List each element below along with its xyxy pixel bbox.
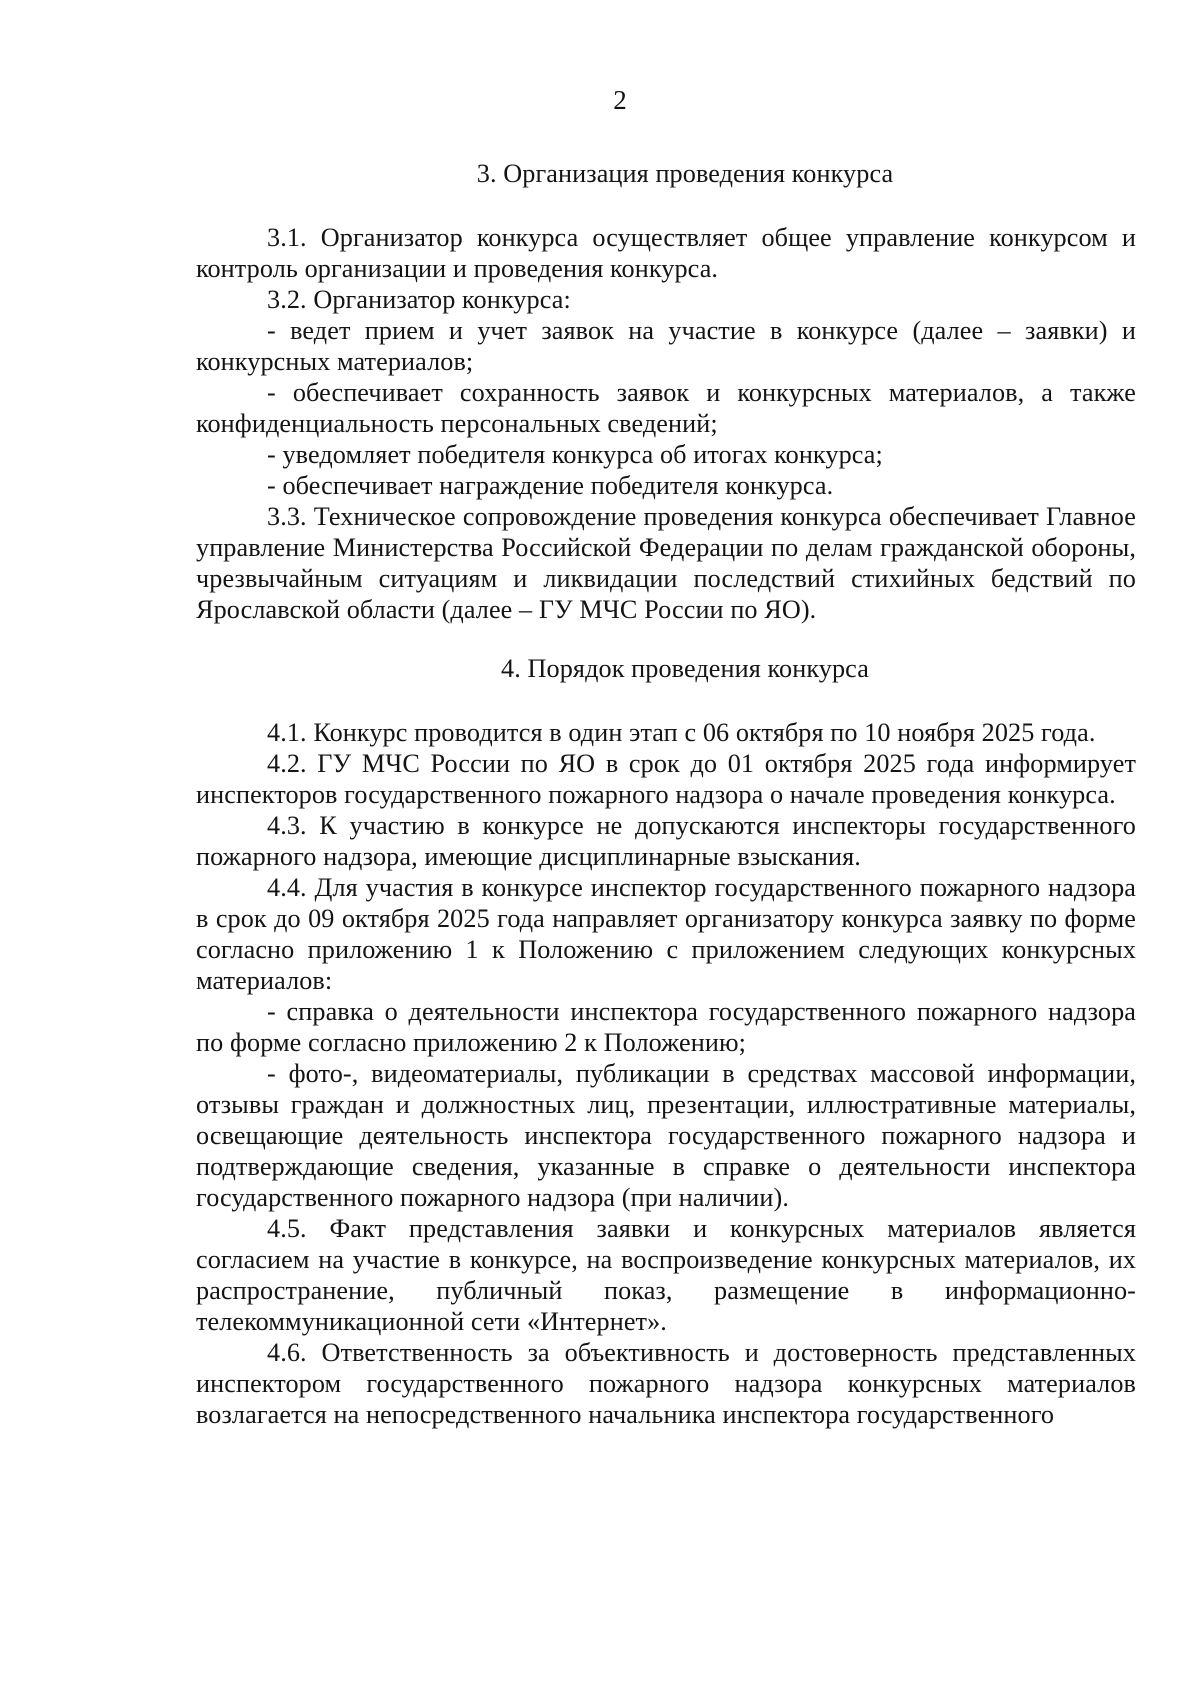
paragraph-4-5: 4.5. Факт представления заявки и конкурсных материалов является согласием на участие в конкурсе, на воспроизведение конкурсных материалов, их распространение, публичный показ, размещение в информационно-телекоммуникационной сети «Интернет». [196,1214,1136,1336]
paragraph-4-1: 4.1. Конкурс проводится в один этап с 06 октября по 10 ноября 2025 года. [267,718,1096,747]
paragraph-3-2: 3.2. Организатор конкурса: [267,285,571,314]
paragraph-3-1: 3.1. Организатор конкурса осуществляет общее управление конкурсом и контроль организации и проведения конкурса. [196,223,1136,283]
section-4-title: 4. Порядок проведения конкурса [501,654,869,683]
list-item-reference: - справка о деятельности инспектора государственного пожарного надзора по форме согласно приложению 2 к Положению; [196,997,1136,1057]
paragraph-4-2: 4.2. ГУ МЧС России по ЯО в срок до 01 октября 2025 года информирует инспекторов государственного пожарного надзора о начале проведения конкурса. [196,749,1136,809]
paragraph-4-4: 4.4. Для участия в конкурсе инспектор государственного пожарного надзора в срок до 09 октября 2025 года направляет организатору конкурса заявку по форме согласно приложению 1 к Положению с приложением следующих конкурсных материалов: [196,873,1136,995]
document-body [196,158,1136,1430]
list-item-notify-winner: - уведомляет победителя конкурса об итогах конкурса; [267,440,883,469]
paragraph-4-6: 4.6. Ответственность за объективность и достоверность представленных инспектором государственного пожарного надзора конкурсных материалов возлагается на непосредственного начальника инспектора государственного [196,1338,1136,1429]
list-item-award-winner: - обеспечивает награждение победителя конкурса. [267,471,834,500]
list-item-media-materials: - фото-, видеоматериалы, публикации в средствах массовой информации, отзывы граждан и должностных лиц, презентации, иллюстративные материалы, освещающие деятельность инспектора государственного пожарного надзора и подтверждающие сведения, указанные в справке о деятельности инспектора государственного пожарного надзора (при наличии). [196,1059,1136,1212]
paragraph-4-3: 4.3. К участию в конкурсе не допускаются инспекторы государственного пожарного надзора, имеющие дисциплинарные взыскания. [196,811,1136,871]
paragraph-3-3: 3.3. Техническое сопровождение проведения конкурса обеспечивает Главное управление Министерства Российской Федерации по делам гражданской обороны, чрезвычайным ситуациям и ликвидации последствий стихийных бедствий по Ярославской области (далее – ГУ МЧС России по ЯО). [196,502,1136,624]
list-item-confidentiality: - обеспечивает сохранность заявок и конкурсных материалов, а также конфиденциальность персональных сведений; [196,378,1136,438]
list-item-applications: - ведет прием и учет заявок на участие в конкурсе (далее – заявки) и конкурсных материалов; [196,316,1136,376]
page-number: 2 [613,85,627,115]
section-3-title: 3. Организация проведения конкурса [476,159,894,188]
